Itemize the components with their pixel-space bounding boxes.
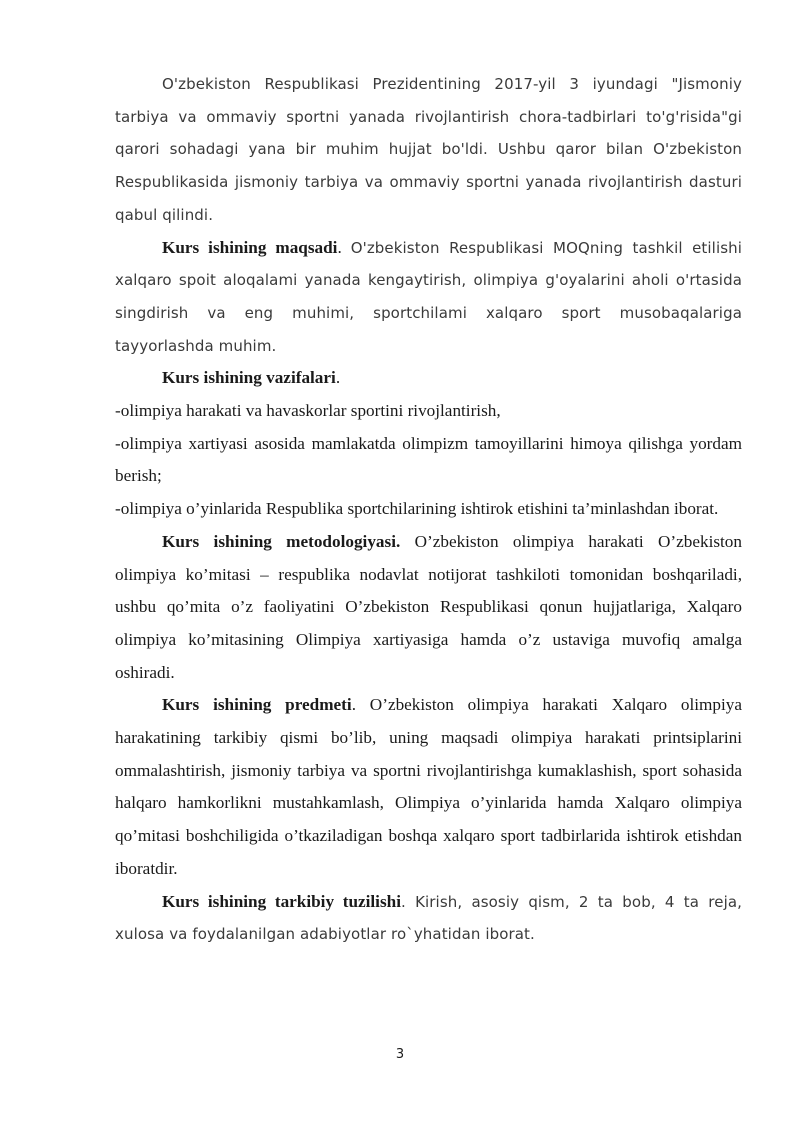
separator-course-goal: . bbox=[337, 237, 351, 257]
page-number: 3 bbox=[395, 1047, 405, 1062]
paragraph-course-tasks bbox=[115, 362, 742, 395]
separator-course-tasks: . bbox=[335, 368, 341, 388]
paragraph-course-goal bbox=[115, 232, 742, 363]
heading-course-goal: Kurs ishining maqsadi bbox=[162, 237, 338, 257]
heading-course-subject: Kurs ishining predmeti bbox=[162, 695, 352, 715]
list-item: -olimpiya xartiyasi asosida mamlakatda olimpizm tamoyillarini himoya qilishga yordam berish; bbox=[115, 433, 742, 486]
document-page bbox=[115, 68, 742, 951]
text-course-structure: . Kirish, asosiy qism, 2 ta bob, 4 ta reja, xulosa va foydalanilgan adabiyotlar ro`yhatidan iborat. bbox=[115, 892, 742, 944]
heading-course-tasks: Kurs ishining vazifalari bbox=[162, 368, 336, 388]
list-item: -olimpiya harakati va havaskorlar sportini rivojlantirish, bbox=[115, 401, 501, 421]
list-item: -olimpiya o’yinlarida Respublika sportchilarining ishtirok etishini ta’minlashdan iborat. bbox=[115, 499, 719, 519]
text-course-goal: O'zbekiston Respublikasi MOQning tashkil etilishi xalqaro spoit aloqalami yanada kengaytirish, olimpiya g'oyalarini aholi o'rtasida singdirish va eng muhimi, sportchilami xalqaro sport musobaqalariga tayyorlashda muhim. bbox=[115, 238, 742, 355]
text-course-subject: . O’zbekiston olimpiya harakati Xalqaro olimpiya harakatining tarkibiy qismi bo’lib, uning maqsadi olimpiya harakati printsiplarini ommalashtirish, jismoniy tarbiya va sportni rivojlantirishga kumaklashish, sport sohasida halqaro hamkorlikni mustahkamlash, Olimpiya o’yinlarida hamda Xalqaro olimpiya qo’mitasi boshchiligida o’tkaziladigan boshqa xalqaro sport tadbirlarida ishtirok etishdan iboratdir. bbox=[115, 695, 743, 878]
text-course-methodology: O’zbekiston olimpiya harakati O’zbekiston olimpiya ko’mitasi – respublika nodavlat notijorat tashkiloti tomonidan boshqariladi, ushbu qo’mita o’z faoliyatini O’zbekiston Respublikasi qonun hujjatlariga, Xalqaro olimpiya ko’mitasining Olimpiya xartiyasiga hamda o’z ustaviga muvofiq amalga oshiradi. bbox=[115, 531, 742, 682]
heading-course-methodology: Kurs ishining metodologiyasi. bbox=[162, 531, 401, 551]
heading-course-structure: Kurs ishining tarkibiy tuzilishi bbox=[162, 891, 401, 911]
paragraph-decree: O'zbekiston Respublikasi Prezidentining 2017-yil 3 iyundagi "Jismoniy tarbiya va ommaviy sportni yanada rivojlantirish chora-tadbirlari to'g'risida"gi qarori sohadagi yana bir muhim hujjat bo'ldi. Ushbu qaror bilan O'zbekiston Respublikasida jismoniy tarbiya va ommaviy sportni yanada rivojlantirish dasturi qabul qilindi. bbox=[115, 75, 742, 224]
paragraph-course-subject bbox=[115, 689, 742, 885]
paragraph-course-structure bbox=[115, 886, 742, 951]
paragraph-course-methodology bbox=[115, 526, 742, 690]
